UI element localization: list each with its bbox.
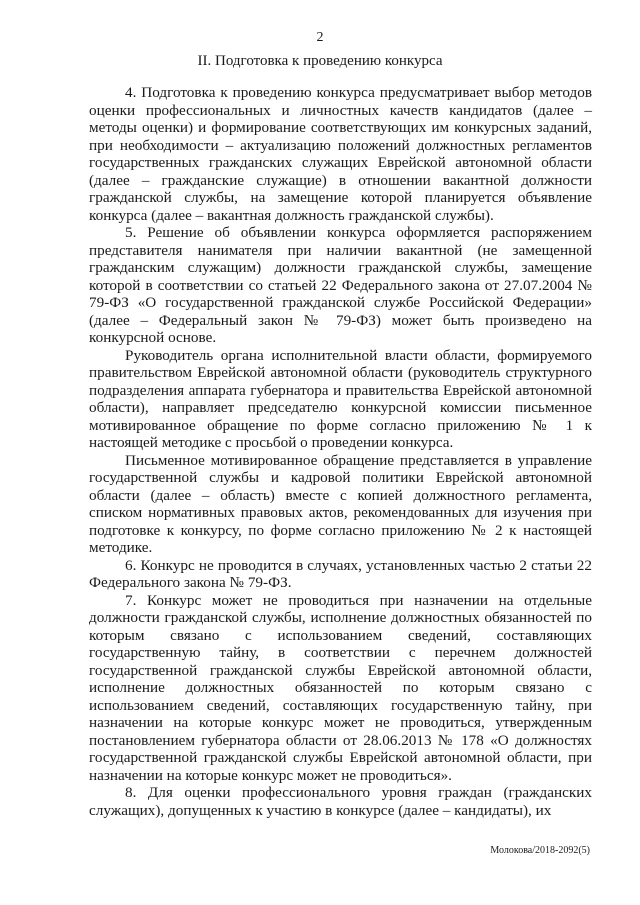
paragraph-head-appeal: Руководитель органа исполнительной власти области, формируемого правительством Еврейской автономной области (руководитель структурного подразделения аппарата губернатора и правительства Еврейской автономной области), направляет председателю конкурсной комиссии письменное мотивированное обращение по форме согласно приложению № 1 к настоящей методике с просьбой о проведении конкурса. — [89, 346, 592, 451]
paragraph-5: 5. Решение об объявлении конкурса оформляется распоряжением представителя нанимателя при наличии вакантной (не замещенной гражданским служащим) должности гражданской службы, замещение которой в соответствии со статьей 22 Федерального закона от 27.07.2004 № 79-ФЗ «О государственной гражданской службе Российской Федерации» (далее – Федеральный закон № 79-ФЗ) может быть произведено на конкурсной основе. — [89, 224, 592, 346]
paragraph-6: 6. Конкурс не проводится в случаях, установленных частью 2 статьи 22 Федерального закона № 79-ФЗ. — [89, 556, 592, 591]
page-number: 2 — [316, 30, 324, 45]
paragraph-8: 8. Для оценки профессионального уровня граждан (гражданских служащих), допущенных к участию в конкурсе (далее – кандидаты), их — [89, 784, 592, 819]
body-text — [89, 84, 592, 819]
section-title: II. Подготовка к проведению конкурса — [197, 53, 443, 69]
paragraph-7: 7. Конкурс может не проводиться при назначении на отдельные должности гражданской службы, исполнение должностных обязанностей по которым связано с использованием сведений, составляющих государственную тайну, в соответствии с перечнем должностей государственной гражданской службы Еврейской автономной области, исполнение должностных обязанностей по которым связано с использованием сведений, составляющих государственную тайну, при назначении на которые конкурс может не проводиться, утвержденным постановлением губернатора области от 28.06.2013 № 178 «О должностях государственной гражданской службы Еврейской автономной области, при назначении на которые конкурс может не проводиться». — [89, 591, 592, 784]
document-footer-code: Молокова/2018-2092(5) — [490, 845, 590, 856]
paragraph-4: 4. Подготовка к проведению конкурса предусматривает выбор методов оценки профессиональных и личностных качеств кандидатов (далее – методы оценки) и формирование соответствующих им конкурсных заданий, при необходимости – актуализацию положений должностных регламентов государственных гражданских служащих Еврейской автономной области (далее – гражданские служащие) в отношении вакантной должности гражданской службы, на замещение которой планируется объявление конкурса (далее – вакантная должность гражданской службы). — [89, 84, 592, 224]
paragraph-written-appeal: Письменное мотивированное обращение представляется в управление государственной службы и кадровой политики Еврейской автономной области (далее – область) вместе с копией должностного регламента, списком нормативных правовых актов, рекомендованных для изучения при подготовке к конкурсу, по форме согласно приложению № 2 к настоящей методике. — [89, 451, 592, 556]
